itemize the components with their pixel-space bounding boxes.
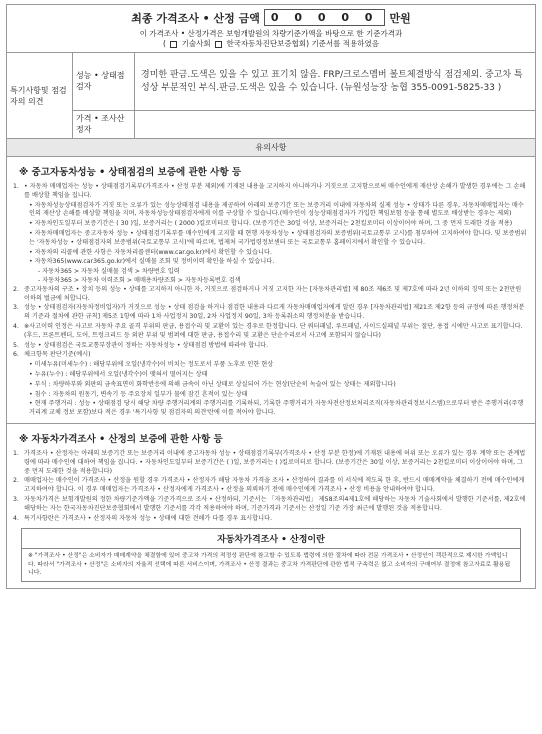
special-notes-label: 특기사항및 점검자의 의견 (7, 53, 73, 139)
sub-item: • 자동차성능상태점검자가 거짓 또는 오류가 있는 성능상태점검 내용을 제공하여 아래의 보증기간 또는 보증거리 이내에 자동차의 실제 성능 • 상태가 다른 경우, 자동차매매업자는 매수인의 재산상 손해를 배상할 책임을 지며, 자동차성능상태점검자에게 이를 구상할 수 있습니다.(매수인이 성능상태점검자가 가입한 책임보험 등을 통해 별도로 배상받는 경우는 제외) (29, 201, 524, 218)
checkbox-tech-society[interactable] (170, 41, 177, 48)
price-definition-title: 자동차가격조사 • 산정이란 (22, 529, 520, 549)
section1-list (13, 183, 529, 418)
checkbox-diagnosis-association[interactable] (215, 41, 222, 48)
price-line (13, 9, 529, 26)
list-item: 2. 매매업자는 매수인이 가격조사 • 산정을 원할 경우 가격조사 • 산정자가 해당 자동차 가격을 조사 • 산정하여 결과를 이 서식에 적도록 한 후, 반드시 매매계약을 체결하기 전에 매수인에게 고지하여야 합니다. 이 경우 매매업자는 가격조사 • 산정자에게 가격조사 • 산정을 의뢰하기 전에 매수인에게 가격조사 • 산정 비용을 안내하여야 합니다. (13, 477, 525, 494)
price-amount-field[interactable]: 0 0 0 0 0 (264, 9, 386, 26)
list-item: 2. 중고자동차의 구조 • 장치 등의 성능 • 상태를 고지하지 아니한 자, 거짓으로 점검하거나 거짓 고지한 자는 [자동차관리법] 제 80조 제6조 및 제7호에 따라 2년 이하의 징역 또는 2천만원 이하의 벌금에 처합니다. (13, 285, 522, 302)
sub-item: • 자동차매매업자는 중고자동차 성능 • 상태점검기록부를 매수인에게 고지할 때 현행 자동차성능 • 상태점검자의 보증범위(국토교통부 고시)를 첨부하여 고지하여야 합니다. 및 보증범위는 '자동차성능 • 상태점검자의 보증범위(국토교통부 고시)'에 따르며, 법제처 국가법령정보센터 또는 국토교통부 홈페이지에서 확인할 수 있습니다. (29, 230, 527, 246)
list-item: 4. ※사고이력 인정은 사고로 자동차 주요 골격 부위의 판금, 용접수리 및 교환이 있는 경우로 한정합니다. 단 쿼터패널, 루프패널, 사이드실패널 부위는 절단, 용접 시에만 사고로 표기합니다. (후드, 프론트펜더, 도어, 트렁크리드 등 외판 부위 및 범퍼에 대한 판금, 용접수리 및 교환은 단순수리로서 사고에 포함되지 않습니다) (13, 322, 523, 339)
section1-title: ※ 중고자동차성능 • 상태점검의 보증에 관한 사항 등 (19, 167, 241, 179)
list-item: 1. 가격조사 • 산정자는 아래의 보증기간 또는 보증거리 이내에 중고자동차 성능 • 상태점검기록부(가격조사 • 산정 부분 한정)에 기재된 내용에 허위 또는 오류가 있는 경우 계약 또는 관계법령에 따라 매수인에 대하여 책임을 집니다. • 자동차인도일부터 보증기간은 ( )일, 보증거리는 ( )킬로미터로 합니다. (보증기간은 30일 이상, 보증거리는 2천킬로미터 이상이어야 하며, 그 중 먼저 도래한 것을 적용합니다) (13, 449, 526, 475)
sub-item: • 자동차의 리콜에 관한 사항은 자동차리콜센터(www.car.go.kr)에서 확인할 수 있습니다. (29, 248, 272, 256)
price-definition-box (21, 528, 521, 582)
list-item: 4. 특기사항란은 가격조사 • 산정자의 자동차 성능 • 상태에 대한 견해가 다를 경우 표시합니다. (13, 514, 273, 522)
car365-path-2: - 자동차365 > 자동차 이력조회 > 매매용차량조회 > 자동차등록번호 검색 (38, 277, 241, 284)
price-note-line1: 이 가격조사 • 산정가격은 보험개발원의 차량기준가액을 바탕으로 한 기준가격과 (139, 29, 403, 38)
sub-item: • 자동차인도일부터 보증기간은 ( 30 )일, 보증거리는 ( 2000 )킬로미터로 합니다. (보증기간은 30일 이상, 보증거리는 2천킬로미터 이상이어야 하며, 그 중 먼저 도래한 것을 적용) (29, 220, 513, 228)
price-inspector-label: 가격 • 조사산정자 (73, 111, 135, 139)
price-warranty-section (6, 424, 536, 589)
notice-bar: 유의사항 (6, 139, 536, 157)
performance-inspector-label: 성능 • 상태점검자 (73, 53, 135, 111)
performance-warranty-section (6, 157, 536, 424)
list-item: 3. 성능 • 상태점검자(자동차정비업자)가 거짓으로 성능 • 상태 점검을 하거나 점검한 내용과 다르게 자동차매매업자에게 알린 경우 [자동차관리법] 제21조 제2항 등의 규정에 따른 행정처분의 기준과 절차에 관한 규칙] 제5조 1항에 따라 1차 사업정지 30일, 2차 사업정지 90일, 3차 등록취소의 행정처분을 받습니다. (13, 304, 525, 321)
list-item: 1. • 자동차 매매업자는 성능 • 상태점검기록부(가격조사 • 산정 부분 제외)에 기재된 내용을 고지하지 아니하거나 거짓으로 고지함으로써 매수인에게 재산상 손해가 발생한 경우에는 그 손해를 배상할 책임을 집니다. (13, 183, 526, 199)
sub-item: • 부식 : 차량하부와 외판의 금속표면이 화학반응에 의해 금속이 아닌 상태로 상실되어 가는 현상(단순히 녹슬어 있는 상태는 제외합니다) (29, 380, 396, 388)
section2-list (13, 450, 529, 523)
sub-item: • 자동차365(www.car365.go.kr)에서 실매물 조회 및 정비이력 확인을 하실 수 있습니다. (29, 258, 275, 266)
sub-item: • 누유(누수) : 해당부위에서 오일(냉각수)이 맺혀서 떨어지는 상태 (29, 370, 208, 378)
opinion-table (6, 52, 536, 139)
list-item: 5. 성능 • 상태점검은 국토교통부장관이 정하는 자동차성능 • 상태점검 방법에 따라야 합니다. (13, 341, 269, 349)
car365-path-1: - 자동차365 > 자동차 실매물 검색 > 차량번호 입력 (38, 268, 180, 276)
price-definition-text: ※ "가격조사 • 산정"은 소비자가 매매계약을 체결함에 있어 중고차 가격의 적정성 판단에 참고할 수 있도록 법령에 의한 절차에 따라 전문 가격조사 • 산정인이 객관적으로 제시한 가액입니다. 따라서 "가격조사 • 산정"은 소비자의 자율적 선택에 따른 서비스이며, 가격조사 • 산정 결과는 중고차 가격판단에 관한 법적 구속력은 없고 소비자의 구매여부 결정에 참고자료로 활용됩니다. (28, 553, 511, 577)
final-price-header (6, 4, 536, 52)
final-price-title: 최종 가격조사 • 산정 금액 (131, 11, 260, 25)
list-item: 3. 자동차가격은 보험개발원의 정한 차량기준가액을 기준가격으로 조사 • 산정하되, 기준서는 「자동차관리법」 제58조의4제1호에 해당하는 자동차 기술사회에서 발행한 기준서를, 제2호에 해당하는 자는 한국자동차진단보증협회에서 발행한 기준서를 각각 적용하여야 하며, 기준가격과 기준서는 산정일 기준 가장 최근에 발행된 것을 적용합니다. (13, 495, 526, 512)
price-note-line2: ( 기술사회 한국자동차진단보증협회) 기준서를 적용하였음 (162, 39, 380, 49)
sub-item: • 미세누유(미세누수) : 해당부위에 오일(냉각수)이 비치는 정도로서 부품 노후로 인한 현상 (29, 361, 274, 369)
price-note (13, 29, 529, 49)
sub-item: • 침수 : 자동차의 원동기, 변속기 등 주요장치 일부가 물에 잠긴 흔적이 있는 상태 (29, 390, 248, 398)
section2-title: ※ 자동차가격조사 • 산정의 보증에 관한 사항 등 (19, 433, 223, 445)
list-item: 6. 체크항목 판단기준(예시) (13, 351, 91, 359)
sub-item: • 현재 주행거리 : 성능 • 상태점검 당시 해당 차량 주행거리계의 주행거리를 기록하되, 기록한 주행거리가 자동차전산정보처리조직(자동차관리정보시스템)으로부터 받은 주행거리(주행거리계 교체 정보 포함)보다 적은 경우 '특기사항 및 점검자의 의견'란에 이를 적어야 합니다. (29, 400, 524, 417)
price-inspector-opinion (135, 111, 536, 139)
performance-inspector-opinion: 경미한 판금.도색은 있을 수 있고 표기치 않음. FRP/크로스멤버 볼트체결방식 점검제외. 중고차 특성상 부분적인 부식.판금.도색은 있을 수 있습니다. (뉴원성능장 농협 355-0091-5825-33 ) (135, 53, 536, 111)
price-unit: 만원 (389, 11, 411, 25)
